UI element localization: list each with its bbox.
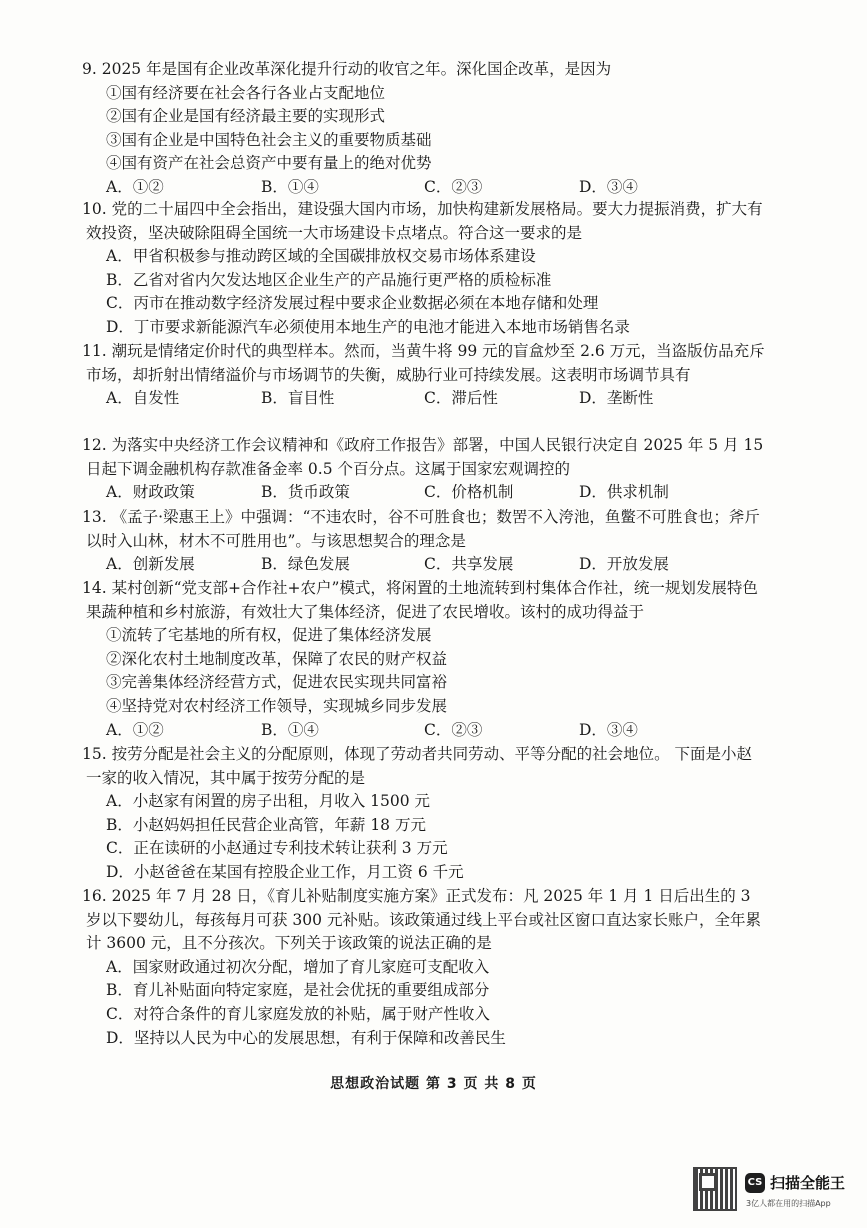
option-a: A．财政政策 xyxy=(106,483,195,502)
statement-item: ①国有经济要在社会各行各业占支配地位 xyxy=(106,83,386,102)
option-c: C．②③ xyxy=(424,177,483,196)
statement-item: ③国有企业是中国特色社会主义的重要物质基础 xyxy=(106,130,432,149)
choice-a: A．国家财政通过初次分配，增加了育儿家庭可支配收入 xyxy=(106,957,490,976)
choice-d: D．丁市要求新能源汽车必须使用本地生产的电池才能进入本地市场销售名录 xyxy=(106,317,630,336)
statement-item: ④国有资产在社会总资产中要有量上的绝对优势 xyxy=(106,154,432,173)
question-10 xyxy=(82,198,766,340)
option-b: B．①④ xyxy=(261,177,319,196)
watermark-tagline: 3亿人都在用的扫描App xyxy=(746,1199,831,1208)
option-row xyxy=(86,176,766,200)
option-row xyxy=(86,719,766,743)
option-b: B．①④ xyxy=(261,720,319,739)
choice-d: D．小赵爸爸在某国有控股企业工作，月工资 6 千元 xyxy=(106,862,464,881)
statement-item: ④坚持党对农村经济工作领导，实现城乡同步发展 xyxy=(106,696,448,715)
question-14 xyxy=(82,577,766,742)
question-stem: 14. 某村创新“党支部+合作社+农户”模式，将闲置的土地流转到村集体合作社，统一规划发展特色果蔬种植和乡村旅游，有效壮大了集体经济，促进了农民增收。该村的成功得益于 xyxy=(82,579,758,621)
camscanner-logo-icon: CS xyxy=(745,1173,765,1193)
choice-d: D．坚持以人民为中心的发展思想，有利于保障和改善民生 xyxy=(106,1028,506,1047)
statement-item: ①流转了宅基地的所有权，促进了集体经济发展 xyxy=(106,626,432,645)
option-c: C．滞后性 xyxy=(424,389,498,408)
choice-c: C．丙市在推动数字经济发展过程中要求企业数据必须在本地存储和处理 xyxy=(106,294,599,313)
option-c: C．②③ xyxy=(424,720,483,739)
page-footer: 思想政治试题 第 3 页 共 8 页 xyxy=(330,1076,537,1092)
option-row xyxy=(86,387,766,411)
statement-item: ③完善集体经济经营方式，促进农民实现共同富裕 xyxy=(106,673,448,692)
choice-a: A．甲省积极参与推动跨区域的全国碳排放权交易市场体系建设 xyxy=(106,247,536,266)
question-stem: 15. 按劳分配是社会主义的分配原则，体现了劳动者共同劳动、平等分配的社会地位。 下面是小赵一家的收入情况，其中属于按劳分配的是 xyxy=(82,745,753,787)
option-c: C．价格机制 xyxy=(424,483,514,502)
question-15 xyxy=(82,743,766,885)
option-row xyxy=(86,481,766,505)
qr-code-icon xyxy=(693,1167,737,1211)
option-b: B．绿色发展 xyxy=(261,555,350,574)
option-b: B．货币政策 xyxy=(261,483,350,502)
option-a: A．自发性 xyxy=(106,389,180,408)
option-c: C．共享发展 xyxy=(424,555,514,574)
choice-b: B．小赵妈妈担任民营企业高管，年薪 18 万元 xyxy=(106,815,426,834)
question-stem: 12. 为落实中央经济工作会议精神和《政府工作报告》部署，中国人民银行决定自 2025 年 5 月 15 日起下调金融机构存款准备金率 0.5 个百分点。这属于国家宏观调控的 xyxy=(82,436,764,478)
watermark-brand: 扫描全能王 xyxy=(770,1174,846,1192)
option-row xyxy=(86,553,766,577)
choice-c: C．正在读研的小赵通过专利技术转让获利 3 万元 xyxy=(106,839,448,858)
choice-a: A．小赵家有闲置的房子出租，月收入 1500 元 xyxy=(106,792,430,811)
question-stem: 10. 党的二十届四中全会指出，建设强大国内市场，加快构建新发展格局。要大力提振消费，扩大有效投资，坚决破除阻碍全国统一大市场建设卡点堵点。符合这一要求的是 xyxy=(82,200,763,242)
option-a: A．创新发展 xyxy=(106,555,195,574)
option-a: A．①② xyxy=(106,720,164,739)
choice-b: B．乙省对省内欠发达地区企业生产的产品施行更严格的质检标准 xyxy=(106,270,552,289)
question-13 xyxy=(82,506,766,577)
option-b: B．盲目性 xyxy=(261,389,335,408)
question-9 xyxy=(82,58,766,200)
question-stem: 13. 《孟子·梁惠王上》中强调：“不违农时，谷不可胜食也；数罟不入洿池，鱼鳖不可胜食也；斧斤以时入山林，材木不可胜用也”。与该思想契合的理念是 xyxy=(82,508,760,550)
question-12 xyxy=(82,434,766,505)
question-16 xyxy=(82,885,766,1050)
statement-item: ②国有企业是国有经济最主要的实现形式 xyxy=(106,107,386,126)
option-d: D．垄断性 xyxy=(579,389,654,408)
statement-item: ②深化农村土地制度改革，保障了农民的财产权益 xyxy=(106,649,448,668)
option-a: A．①② xyxy=(106,177,164,196)
option-d: D．供求机制 xyxy=(579,483,669,502)
option-d: D．③④ xyxy=(579,720,638,739)
choice-b: B．育儿补贴面向特定家庭，是社会优抚的重要组成部分 xyxy=(106,981,490,1000)
question-stem: 11. 潮玩是情绪定价时代的典型样本。然而，当黄牛将 99 元的盲盒炒至 2.6 万元，当盗版仿品充斥市场，却折射出情绪溢价与市场调节的失衡，威胁行业可持续发展。这表明市场调节具有 xyxy=(82,342,765,384)
choice-c: C．对符合条件的育儿家庭发放的补贴，属于财产性收入 xyxy=(106,1004,490,1023)
scanner-watermark xyxy=(693,1167,863,1223)
question-11 xyxy=(82,340,766,411)
option-d: D．开放发展 xyxy=(579,555,669,574)
option-d: D．③④ xyxy=(579,177,638,196)
question-stem: 9. 2025 年是国有企业改革深化提升行动的收官之年。深化国企改革，是因为 xyxy=(82,60,612,78)
question-stem: 16. 2025 年 7 月 28 日，《育儿补贴制度实施方案》正式发布：凡 2025 年 1 月 1 日后出生的 3 岁以下婴幼儿，每孩每月可获 300 元补贴。该政策通过线上平台或社区窗口直达家长账户，全年累计 3600 元，且不分孩次。下列关于该政策的说法正确的是 xyxy=(82,887,761,953)
